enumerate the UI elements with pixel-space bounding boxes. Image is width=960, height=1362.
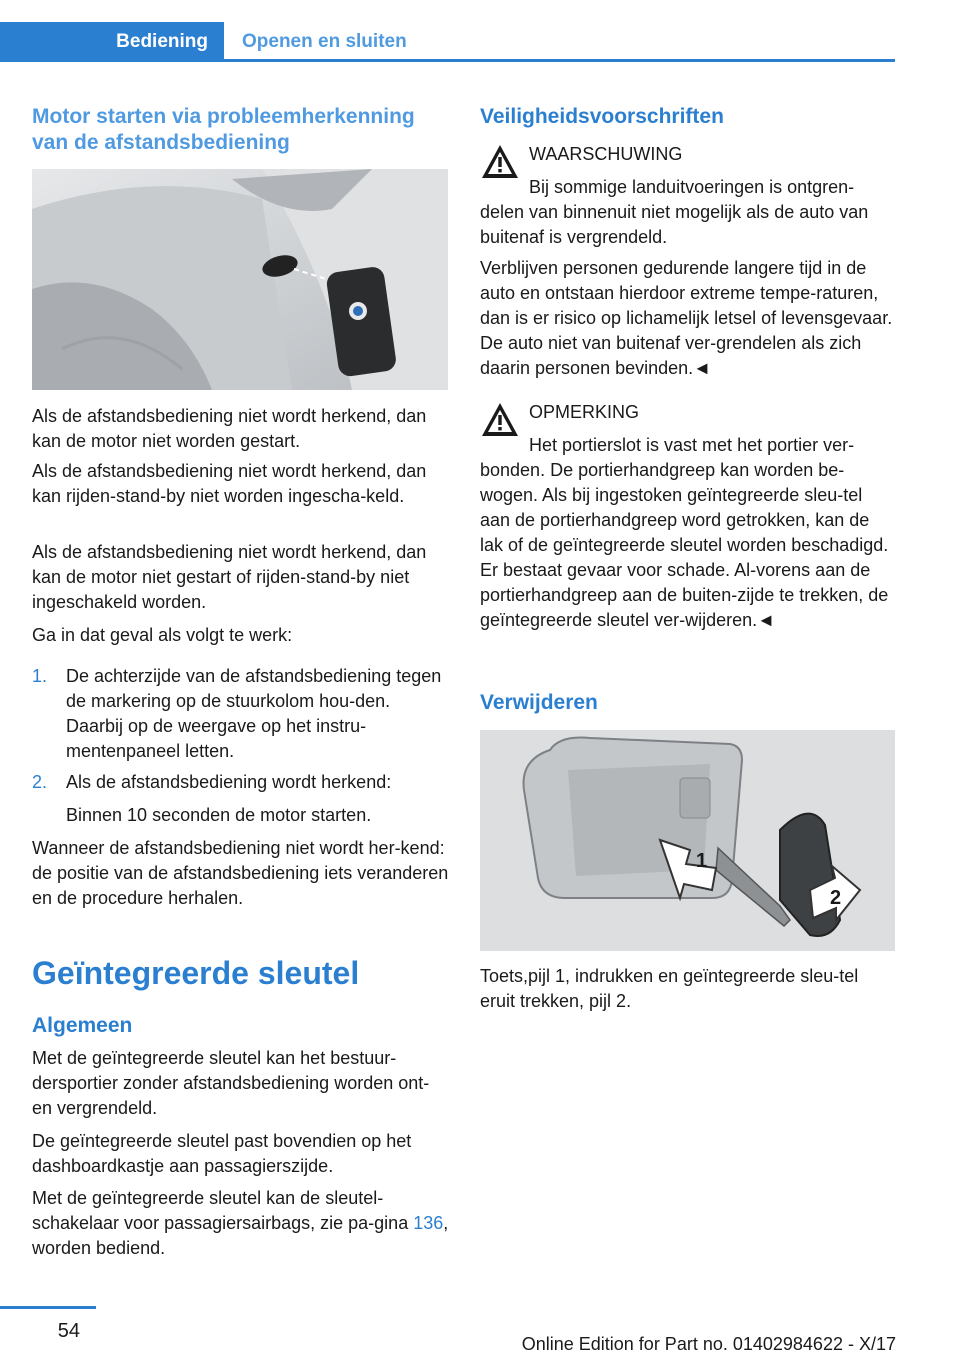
warning-label: WAARSCHUWING — [529, 144, 683, 164]
steering-column-image — [32, 169, 448, 390]
list-item-number: 2. — [32, 772, 48, 792]
warning-text-2: Verblijven personen gedurende langere tijd in de auto en ontstaan hierdoor extreme tempe-raturen, dan is er risico op lichamelijk letsel of levensgevaar. De auto niet van buitenaf ver-grendelen als zich daarin personen bevinden.◄ — [480, 258, 893, 378]
paragraph-not-recognized-1: Als de afstandsbediening niet wordt herkend, dan kan de motor niet worden gestart. — [32, 406, 427, 451]
key-removal-image — [480, 730, 895, 951]
footer-line — [0, 1306, 96, 1309]
paragraph-integrated-key-1: Met de geïntegreerde sleutel kan het bestuur-dersportier zonder afstandsbediening worden ont- en vergrendeld. — [32, 1048, 430, 1118]
list-item-text: Als de afstandsbediening wordt herkend: — [66, 772, 392, 792]
paragraph-integrated-key-2: De geïntegreerde sleutel past bovendien op het dashboardkastje aan passagierszijde. — [32, 1131, 412, 1176]
list-item-number: 1. — [32, 666, 48, 686]
warning-text-1: Bij sommige landuitvoeringen is ontgren-delen van binnenuit niet mogelijk als de auto van buitenaf is vergrendeld. — [480, 177, 869, 247]
notice-label: OPMERKING — [529, 402, 640, 422]
header-tab-bediening[interactable]: Bediening — [0, 22, 224, 62]
list-item-subtext: Binnen 10 seconden de motor starten. — [66, 805, 372, 825]
key-removal-caption: Toets,pijl 1, indrukken en geïntegreerde sleu-tel eruit trekken, pijl 2. — [480, 966, 859, 1011]
section-title-safety: Veiligheidsvoorschriften — [480, 105, 724, 128]
page-number: 54 — [57, 1320, 80, 1342]
list-item-text: De achterzijde van de afstandsbediening tegen de markering op de stuurkolom hou-den. Daarbij op de weergave op het instru-mentenpaneel letten. — [66, 666, 442, 761]
edition-text: Online Edition for Part no. 01402984622 - X/17 — [521, 1334, 896, 1354]
paragraph-retry: Wanneer de afstandsbediening niet wordt her-kend: de positie van de afstandsbediening iets veranderen en de procedure herhalen. — [32, 838, 449, 908]
list-item — [32, 664, 452, 764]
paragraph-text: Met de geïntegreerde sleutel kan de sleutel-schakelaar voor passagiersairbags, zie pa-gina — [32, 1188, 409, 1233]
steering-column-illustration — [32, 169, 448, 390]
header-tab-openen-en-sluiten[interactable]: Openen en sluiten — [242, 31, 407, 52]
arrow-2-label: 2 — [830, 887, 842, 909]
notice-text: Het portierslot is vast met het portier ver-bonden. De portierhandgreep kan worden be-wogen. Als bij ingestoken geïntegreerde sleu-tel aan de portierhandgreep word getrokken, kan de lak of de geïntegreerde sleutel worden beschadigd. Er bestaat gevaar voor schade. Al-vorens aan de portierhandgreep aan de buiten-zijde te trekken, de geïntegreerde sleutel ver-wijderen.◄ — [480, 435, 889, 630]
key-removal-illustration — [480, 730, 895, 951]
paragraph-procedure-intro: Ga in dat geval als volgt te werk: — [32, 625, 293, 645]
page-link-136[interactable]: 136 — [413, 1213, 444, 1233]
section-title-remove: Verwijderen — [480, 691, 598, 714]
section-title-motor-starten: Motor starten via probleemherkenning van de afstandsbediening — [32, 105, 415, 154]
paragraph-integrated-key-3 — [32, 1186, 452, 1261]
list-item — [32, 770, 452, 800]
paragraph-text: , worden bediend. — [32, 1213, 449, 1258]
section-title-integrated-key: Geïntegreerde sleutel — [32, 955, 360, 991]
arrow-1-label: 1 — [696, 850, 708, 872]
paragraph-not-recognized-3: Als de afstandsbediening niet wordt herkend, dan kan de motor niet gestart of rijden-stand-by niet ingeschakeld worden. — [32, 542, 427, 612]
subsection-title-algemeen: Algemeen — [32, 1014, 133, 1037]
paragraph-not-recognized-2: Als de afstandsbediening niet wordt herkend, dan kan rijden-stand-by niet worden ingescha-keld. — [32, 461, 427, 506]
